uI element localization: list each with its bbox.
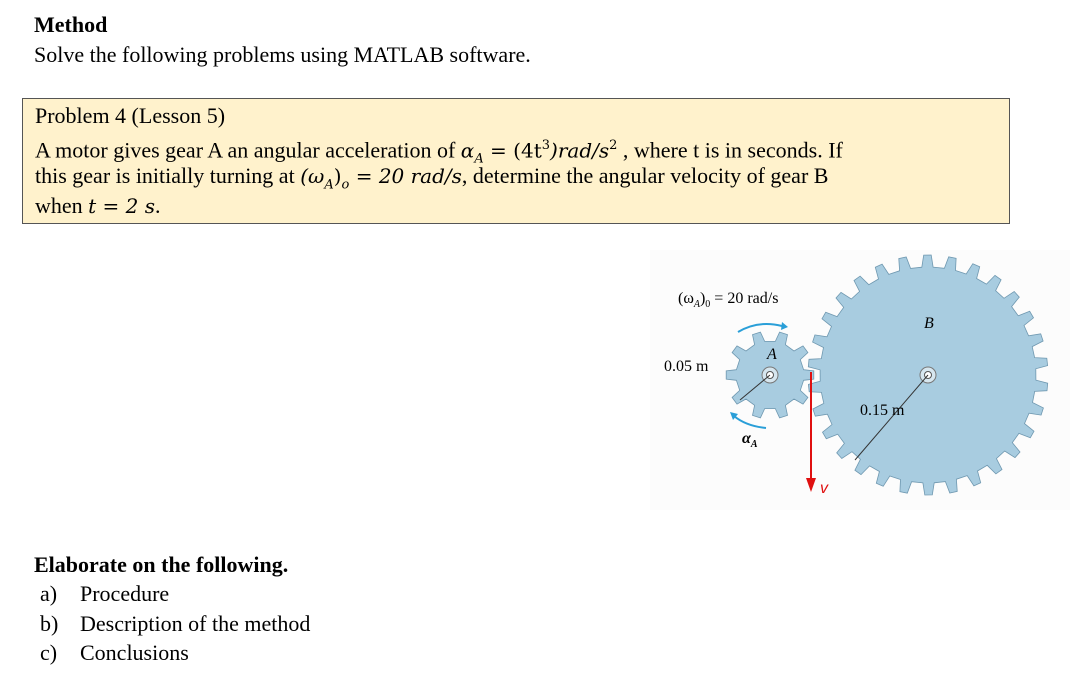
omega-arrow-icon [738, 324, 782, 332]
text: A motor gives gear A an angular acceleration of [35, 137, 461, 163]
math: = (4t [483, 138, 542, 163]
item-text: Procedure [80, 581, 170, 606]
item-text: Description of the method [80, 611, 311, 636]
math: A [474, 151, 484, 167]
list-item [40, 581, 169, 607]
math: )rad/s [550, 138, 610, 163]
text: A [693, 299, 700, 311]
text: = 20 rad/s [710, 290, 779, 307]
list-item [40, 611, 310, 637]
gear-b-label: B [924, 315, 934, 332]
problem-title: Problem 4 (Lesson 5) [35, 103, 226, 128]
problem-box [22, 98, 1010, 224]
text: α [742, 430, 751, 447]
math: o [341, 177, 350, 193]
alpha-arrow-icon [734, 416, 766, 428]
radius-b-label: 0.15 m [860, 402, 905, 419]
elaborate-heading: Elaborate on the following. [34, 552, 289, 577]
text: this gear is initially turning at [35, 163, 301, 188]
text: A [750, 439, 758, 451]
math: α [460, 138, 475, 163]
problem-line-3 [35, 193, 161, 219]
text: ) [699, 290, 706, 307]
velocity-label: v [820, 480, 828, 497]
gear-a-label: A [767, 346, 777, 363]
omega-label [678, 290, 778, 310]
method-heading: Method [34, 12, 108, 37]
marker: a) [40, 581, 58, 606]
gear-figure [650, 250, 1070, 510]
math: 2 [609, 138, 618, 153]
list-item [40, 640, 189, 666]
marker: c) [40, 640, 58, 665]
text: when [35, 193, 89, 218]
math: A [324, 177, 334, 193]
marker: b) [40, 611, 59, 636]
text: (ω [678, 290, 694, 307]
alpha-label [742, 430, 758, 450]
omega-arrowhead-icon [781, 322, 788, 330]
math: (ω [300, 164, 325, 188]
radius-a-label: 0.05 m [664, 358, 709, 375]
item-text: Conclusions [80, 640, 189, 665]
text: , determine the angular velocity of gear B [461, 163, 829, 188]
math: t = 2 s [88, 194, 156, 218]
text: 0 [705, 299, 711, 311]
math: = 20 rad/s [349, 164, 462, 188]
text: . [155, 193, 161, 218]
math: ) [333, 164, 342, 188]
velocity-arrowhead-icon [806, 478, 816, 492]
math: 3 [541, 138, 551, 153]
text: , where t is in seconds. If [617, 137, 843, 163]
method-text: Solve the following problems using MATLAB software. [34, 42, 531, 67]
gears-diagram [650, 250, 1070, 510]
